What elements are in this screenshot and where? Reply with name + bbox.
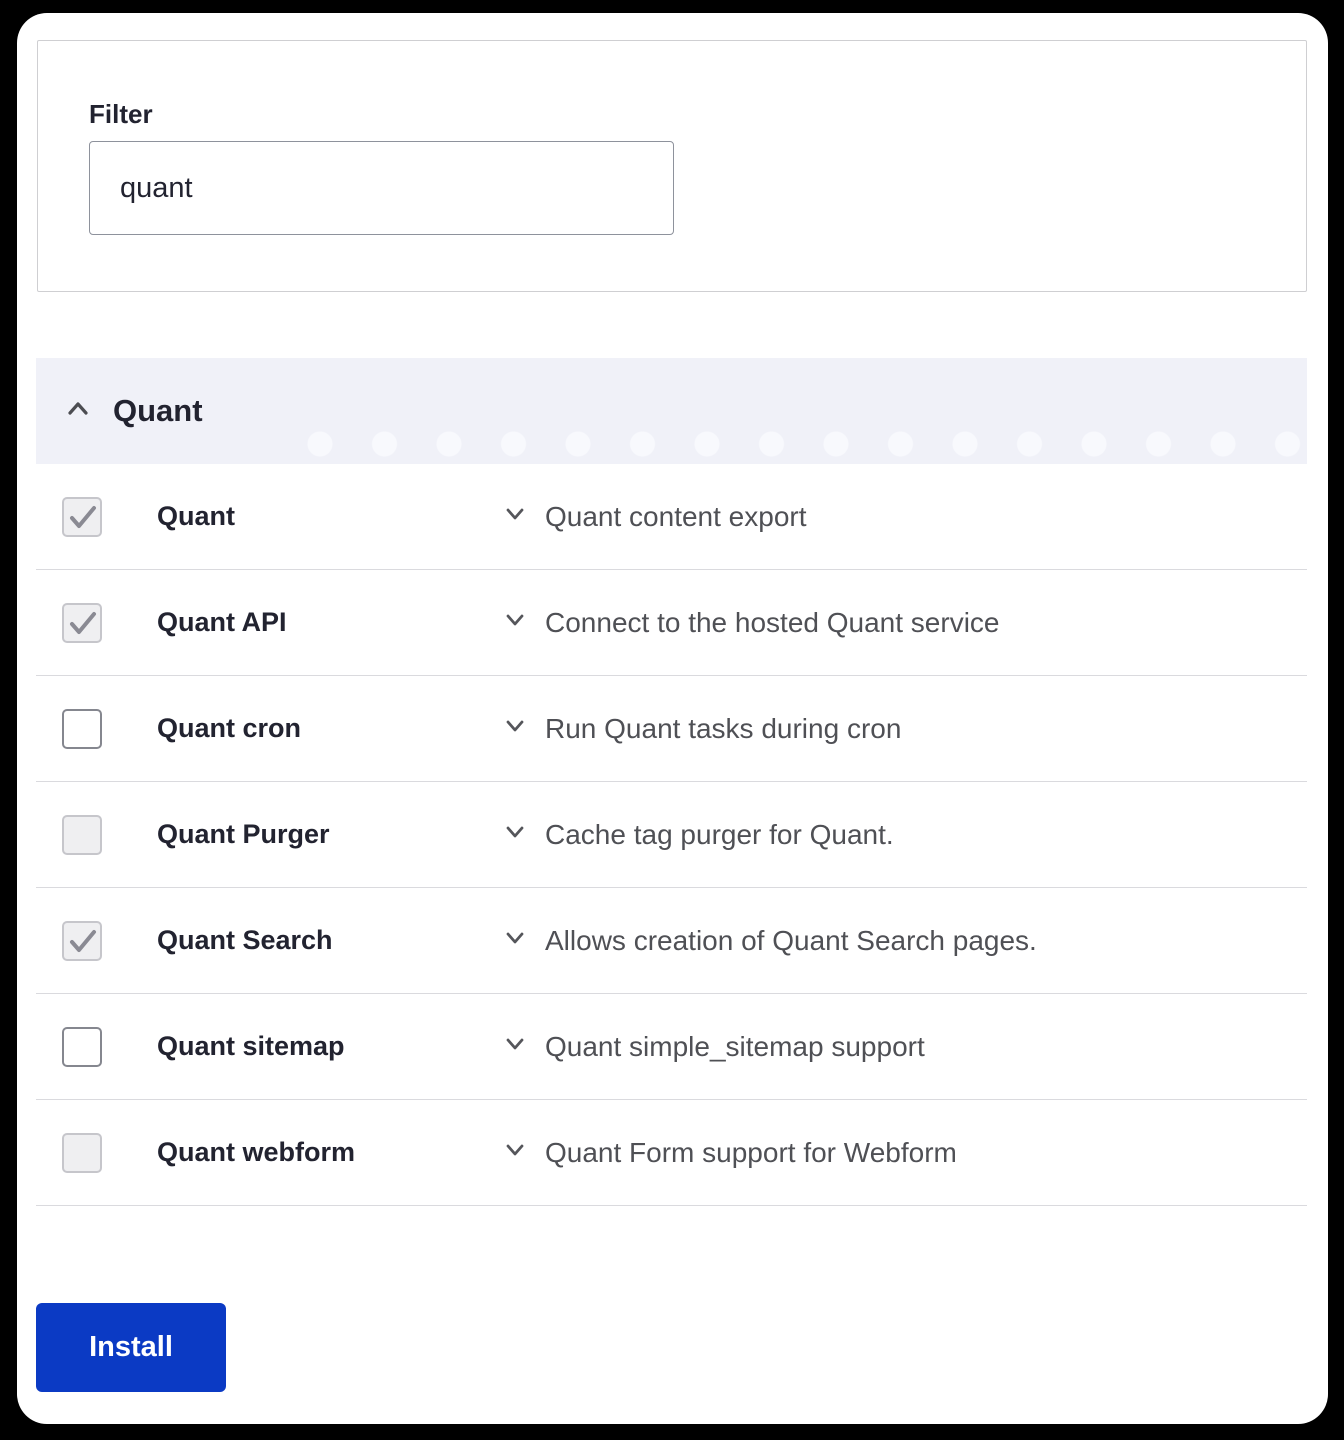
checkmark-icon: [66, 924, 100, 958]
module-checkbox: [62, 815, 102, 855]
module-name: Quant Purger: [157, 819, 330, 849]
header-dots-texture: [306, 430, 1303, 458]
module-checkbox: [62, 1133, 102, 1173]
module-name: Quant: [157, 501, 235, 531]
chevron-down-icon[interactable]: [500, 923, 530, 958]
module-row: [36, 994, 1307, 1100]
module-name: Quant API: [157, 607, 287, 637]
module-row: [36, 464, 1307, 570]
module-description: Quant Form support for Webform: [545, 1136, 957, 1168]
module-description: Allows creation of Quant Search pages.: [545, 924, 1037, 956]
module-checkbox[interactable]: [62, 709, 102, 749]
module-checkbox: [62, 497, 102, 537]
section-title: Quant: [113, 393, 203, 428]
checkmark-icon: [66, 500, 100, 534]
chevron-down-icon[interactable]: [500, 1135, 530, 1170]
chevron-down-icon[interactable]: [500, 605, 530, 640]
module-name: Quant webform: [157, 1137, 356, 1167]
module-table: [36, 464, 1307, 1206]
filter-input[interactable]: [89, 141, 674, 235]
module-name: Quant cron: [157, 713, 302, 743]
module-checkbox[interactable]: [62, 1027, 102, 1067]
module-row: [36, 782, 1307, 888]
filter-label: Filter: [89, 99, 153, 129]
module-checkbox: [62, 921, 102, 961]
module-row: [36, 570, 1307, 676]
collapse-chevron-icon: [62, 393, 94, 430]
checkmark-icon: [66, 606, 100, 640]
chevron-down-icon[interactable]: [500, 1029, 530, 1064]
module-checkbox: [62, 603, 102, 643]
module-description: Run Quant tasks during cron: [545, 712, 902, 744]
chevron-down-icon[interactable]: [500, 499, 530, 534]
module-description: Connect to the hosted Quant service: [545, 606, 1000, 638]
module-name: Quant Search: [157, 925, 333, 955]
chevron-down-icon[interactable]: [500, 817, 530, 852]
extend-page-panel: [17, 13, 1328, 1424]
module-row: [36, 676, 1307, 782]
module-description: Quant content export: [545, 500, 807, 532]
module-row: [36, 1100, 1307, 1206]
filter-card: [37, 40, 1307, 292]
install-button[interactable]: Install: [36, 1303, 226, 1392]
module-row: [36, 888, 1307, 994]
chevron-down-icon[interactable]: [500, 711, 530, 746]
module-description: Quant simple_sitemap support: [545, 1030, 925, 1062]
module-description: Cache tag purger for Quant.: [545, 818, 894, 850]
section-header-quant[interactable]: [36, 358, 1307, 464]
module-name: Quant sitemap: [157, 1031, 345, 1061]
